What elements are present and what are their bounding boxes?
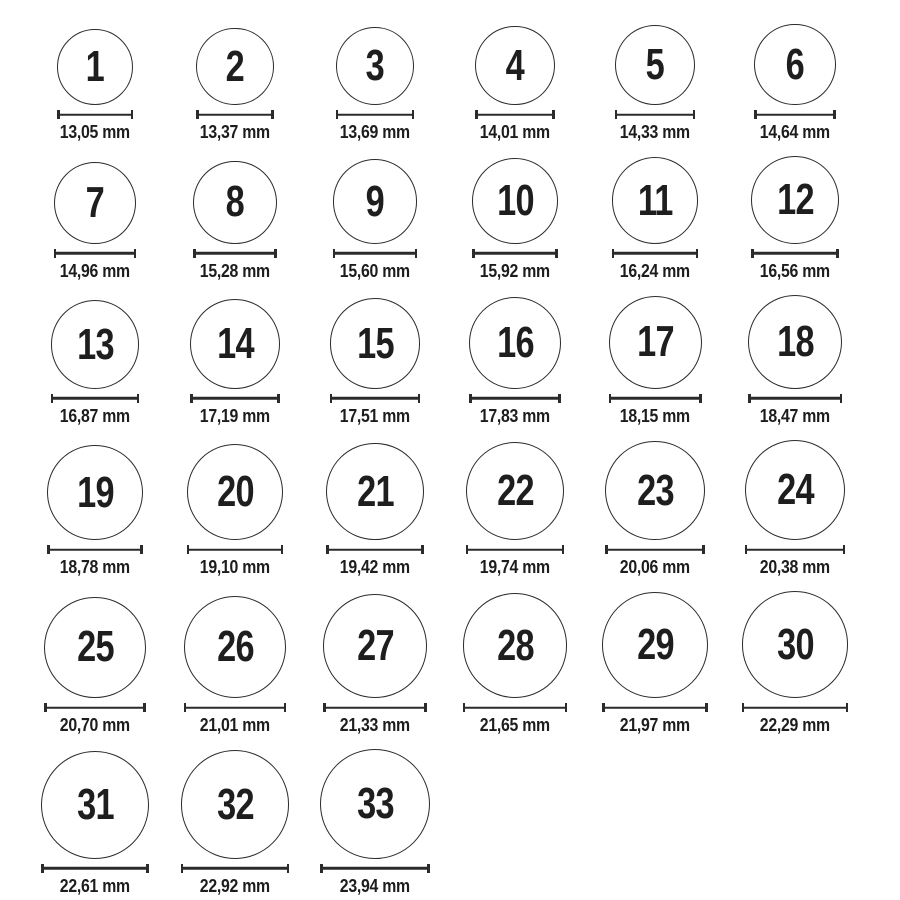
ring-circle	[47, 445, 142, 540]
ring-circle	[333, 159, 418, 244]
measure-tick-right-icon	[415, 249, 418, 258]
measure-bar	[754, 114, 835, 117]
ring-circle	[193, 161, 276, 244]
ring-size-item	[165, 28, 305, 142]
diameter-measure-line	[57, 110, 133, 119]
diameter-label: 19,10 mm	[199, 557, 271, 578]
ring-size-item	[725, 24, 865, 142]
measure-bar	[330, 397, 421, 400]
measure-tick-right-icon	[131, 110, 134, 119]
measure-tick-right-icon	[424, 703, 427, 712]
ring-circle	[41, 751, 149, 859]
diameter-label: 15,92 mm	[479, 260, 551, 281]
measure-bar	[323, 706, 427, 709]
measure-tick-right-icon	[696, 249, 699, 258]
diameter-measure-line	[336, 110, 414, 119]
measure-bar	[320, 867, 430, 870]
ring-size-item	[585, 441, 725, 577]
ring-circle	[326, 443, 423, 540]
diameter-label: 16,24 mm	[619, 260, 691, 281]
ring-size-row	[25, 749, 870, 896]
diameter-measure-line	[475, 110, 554, 119]
measure-bar	[41, 867, 149, 870]
ring-circle	[187, 444, 283, 540]
diameter-label: 15,28 mm	[199, 260, 271, 281]
measure-tick-right-icon	[555, 249, 558, 258]
measure-tick-right-icon	[846, 703, 849, 712]
ring-circle	[44, 597, 145, 698]
ring-circle	[57, 29, 133, 105]
measure-bar	[187, 549, 283, 552]
measure-tick-right-icon	[427, 864, 430, 873]
diameter-measure-line	[333, 249, 418, 258]
measure-bar	[193, 252, 276, 255]
ring-size-row	[25, 295, 870, 426]
ring-size-item	[725, 440, 865, 577]
ring-size-item	[445, 26, 585, 142]
ring-circle	[602, 592, 708, 698]
ring-size-number: 10	[496, 176, 534, 226]
ring-size-number: 13	[76, 319, 114, 369]
ring-size-number: 22	[496, 466, 534, 516]
ring-circle	[469, 297, 561, 389]
measure-tick-right-icon	[418, 394, 421, 403]
measure-tick-right-icon	[274, 249, 277, 258]
diameter-label: 15,60 mm	[339, 260, 411, 281]
ring-size-number: 17	[636, 317, 674, 367]
measure-bar	[466, 549, 564, 552]
ring-size-number: 7	[85, 177, 105, 227]
diameter-measure-line	[602, 703, 708, 712]
measure-tick-right-icon	[134, 249, 137, 258]
measure-tick-right-icon	[558, 394, 561, 403]
ring-size-number: 3	[365, 41, 385, 91]
ring-circle	[605, 441, 704, 540]
diameter-measure-line	[745, 545, 845, 554]
measure-tick-right-icon	[143, 703, 146, 712]
ring-size-number: 25	[76, 622, 114, 672]
measure-bar	[54, 252, 136, 255]
diameter-measure-line	[330, 394, 421, 403]
diameter-measure-line	[41, 864, 149, 873]
ring-size-item	[25, 162, 165, 281]
ring-circle	[330, 298, 421, 389]
measure-bar	[51, 397, 140, 400]
ring-size-number: 9	[365, 176, 385, 226]
measure-bar	[745, 549, 845, 552]
ring-size-item	[585, 157, 725, 281]
diameter-label: 13,69 mm	[339, 122, 411, 143]
measure-bar	[44, 706, 145, 709]
ring-size-number: 30	[776, 619, 814, 669]
ring-size-number: 16	[496, 318, 534, 368]
diameter-measure-line	[472, 249, 558, 258]
diameter-label: 19,74 mm	[479, 557, 551, 578]
diameter-label: 18,47 mm	[759, 405, 831, 426]
ring-size-number: 31	[76, 780, 114, 830]
ring-size-item	[25, 751, 165, 896]
measure-tick-right-icon	[693, 110, 696, 119]
ring-size-item	[305, 443, 445, 577]
diameter-measure-line	[187, 545, 283, 554]
ring-size-row	[25, 440, 870, 577]
ring-size-number: 24	[776, 465, 814, 515]
measure-bar	[742, 706, 849, 709]
measure-tick-right-icon	[702, 545, 705, 554]
diameter-measure-line	[469, 394, 561, 403]
measure-tick-right-icon	[843, 545, 846, 554]
measure-bar	[472, 252, 558, 255]
diameter-label: 13,37 mm	[199, 122, 271, 143]
ring-size-number: 21	[356, 466, 394, 516]
ring-size-number: 6	[785, 39, 805, 89]
measure-bar	[605, 549, 704, 552]
ring-size-number: 27	[356, 621, 394, 671]
ring-circle	[54, 162, 136, 244]
diameter-label: 18,15 mm	[619, 405, 691, 426]
diameter-label: 16,87 mm	[59, 405, 131, 426]
measure-bar	[196, 114, 273, 117]
diameter-measure-line	[748, 394, 842, 403]
diameter-label: 17,83 mm	[479, 405, 551, 426]
ring-size-row	[25, 24, 870, 142]
ring-circle	[609, 296, 702, 389]
ring-size-item	[165, 444, 305, 577]
ring-circle	[472, 158, 558, 244]
ring-size-item	[165, 750, 305, 896]
diameter-measure-line	[605, 545, 704, 554]
measure-bar	[336, 114, 414, 117]
measure-tick-right-icon	[146, 864, 149, 873]
diameter-label: 19,42 mm	[339, 557, 411, 578]
measure-tick-right-icon	[562, 545, 565, 554]
diameter-measure-line	[184, 703, 287, 712]
diameter-measure-line	[751, 249, 839, 258]
ring-size-number: 19	[76, 467, 114, 517]
ring-circle	[615, 25, 695, 105]
ring-size-item	[585, 296, 725, 426]
ring-circle	[745, 440, 845, 540]
ring-circle	[190, 299, 280, 389]
diameter-measure-line	[190, 394, 280, 403]
measure-tick-right-icon	[271, 110, 274, 119]
diameter-label: 22,92 mm	[199, 875, 271, 896]
ring-circle	[323, 594, 427, 698]
diameter-measure-line	[323, 703, 427, 712]
diameter-label: 17,51 mm	[339, 405, 411, 426]
measure-tick-right-icon	[421, 545, 424, 554]
measure-bar	[184, 706, 287, 709]
ring-size-row	[25, 591, 870, 735]
ring-size-number: 29	[636, 620, 674, 670]
measure-bar	[326, 549, 423, 552]
ring-size-item	[25, 300, 165, 426]
ring-circle	[181, 750, 290, 859]
ring-circle	[742, 591, 849, 698]
measure-tick-right-icon	[284, 703, 287, 712]
diameter-measure-line	[54, 249, 136, 258]
ring-size-row	[25, 156, 870, 281]
ring-size-item	[165, 299, 305, 426]
measure-tick-right-icon	[281, 545, 284, 554]
ring-size-item	[25, 597, 165, 735]
ring-size-item	[25, 29, 165, 142]
ring-size-item	[165, 596, 305, 736]
ring-size-number: 4	[505, 40, 525, 90]
diameter-label: 21,65 mm	[479, 715, 551, 736]
ring-size-number: 2	[225, 41, 245, 91]
measure-tick-right-icon	[287, 864, 290, 873]
measure-bar	[748, 397, 842, 400]
ring-size-number: 18	[776, 316, 814, 366]
diameter-measure-line	[181, 864, 290, 873]
ring-size-item	[305, 594, 445, 735]
measure-tick-right-icon	[836, 249, 839, 258]
ring-size-item	[305, 159, 445, 281]
ring-size-item	[725, 591, 865, 735]
ring-size-item	[725, 156, 865, 281]
diameter-measure-line	[754, 110, 835, 119]
ring-size-item	[305, 27, 445, 142]
measure-bar	[475, 114, 554, 117]
diameter-measure-line	[326, 545, 423, 554]
diameter-measure-line	[612, 249, 699, 258]
measure-tick-right-icon	[137, 394, 140, 403]
ring-size-item	[305, 298, 445, 426]
measure-tick-right-icon	[833, 110, 836, 119]
measure-bar	[751, 252, 839, 255]
measure-tick-right-icon	[840, 394, 843, 403]
diameter-label: 20,06 mm	[619, 557, 691, 578]
diameter-label: 20,38 mm	[759, 557, 831, 578]
ring-size-item	[305, 749, 445, 896]
ring-size-number: 8	[225, 177, 245, 227]
measure-bar	[463, 706, 568, 709]
ring-size-number: 23	[636, 465, 674, 515]
ring-size-number: 12	[776, 175, 814, 225]
ring-circle	[751, 156, 839, 244]
diameter-measure-line	[196, 110, 273, 119]
diameter-measure-line	[44, 703, 145, 712]
ring-size-number: 20	[216, 467, 254, 517]
ring-size-number: 26	[216, 621, 254, 671]
ring-circle	[51, 300, 140, 389]
diameter-label: 17,19 mm	[199, 405, 271, 426]
ring-size-number: 1	[85, 42, 105, 92]
diameter-label: 14,64 mm	[759, 122, 831, 143]
measure-bar	[615, 114, 695, 117]
measure-bar	[333, 252, 418, 255]
ring-size-item	[585, 25, 725, 142]
diameter-label: 13,05 mm	[59, 122, 131, 143]
ring-size-item	[445, 593, 585, 735]
measure-bar	[469, 397, 561, 400]
diameter-measure-line	[47, 545, 142, 554]
diameter-label: 14,01 mm	[479, 122, 551, 143]
measure-bar	[57, 114, 133, 117]
measure-tick-right-icon	[705, 703, 708, 712]
diameter-measure-line	[615, 110, 695, 119]
diameter-label: 16,56 mm	[759, 260, 831, 281]
ring-size-item	[445, 158, 585, 281]
ring-size-item	[165, 161, 305, 281]
ring-circle	[320, 749, 430, 859]
ring-circle	[336, 27, 414, 105]
measure-tick-right-icon	[552, 110, 555, 119]
diameter-measure-line	[742, 703, 849, 712]
ring-size-item	[585, 592, 725, 735]
ring-size-number: 28	[496, 620, 534, 670]
measure-tick-right-icon	[140, 545, 143, 554]
ring-circle	[466, 442, 564, 540]
ring-size-number: 14	[216, 319, 254, 369]
diameter-label: 23,94 mm	[339, 875, 411, 896]
diameter-label: 14,33 mm	[619, 122, 691, 143]
diameter-label: 21,01 mm	[199, 715, 271, 736]
ring-circle	[196, 28, 273, 105]
ring-size-item	[445, 297, 585, 426]
measure-bar	[602, 706, 708, 709]
ring-size-number: 15	[356, 318, 394, 368]
ring-size-item	[445, 442, 585, 577]
measure-tick-right-icon	[699, 394, 702, 403]
ring-circle	[754, 24, 835, 105]
ring-circle	[612, 157, 699, 244]
diameter-measure-line	[51, 394, 140, 403]
ring-size-number: 32	[216, 779, 254, 829]
diameter-label: 18,78 mm	[59, 557, 131, 578]
diameter-label: 22,61 mm	[59, 875, 131, 896]
diameter-measure-line	[320, 864, 430, 873]
diameter-label: 21,97 mm	[619, 715, 691, 736]
ring-size-number: 33	[356, 779, 394, 828]
ring-circle	[463, 593, 568, 698]
diameter-label: 14,96 mm	[59, 260, 131, 281]
measure-bar	[609, 397, 702, 400]
diameter-measure-line	[193, 249, 276, 258]
measure-bar	[190, 397, 280, 400]
ring-circle	[184, 596, 287, 699]
measure-bar	[47, 549, 142, 552]
measure-tick-right-icon	[277, 394, 280, 403]
diameter-label: 21,33 mm	[339, 715, 411, 736]
diameter-measure-line	[466, 545, 564, 554]
diameter-label: 20,70 mm	[59, 715, 131, 736]
measure-bar	[181, 867, 290, 870]
diameter-label: 22,29 mm	[759, 715, 831, 736]
ring-size-number: 11	[637, 175, 673, 225]
measure-tick-right-icon	[565, 703, 568, 712]
ring-size-item	[725, 295, 865, 426]
measure-bar	[612, 252, 699, 255]
ring-circle	[748, 295, 842, 389]
diameter-measure-line	[463, 703, 568, 712]
ring-size-item	[25, 445, 165, 577]
ring-size-number: 5	[645, 40, 665, 90]
measure-tick-right-icon	[412, 110, 415, 119]
ring-circle	[475, 26, 554, 105]
diameter-measure-line	[609, 394, 702, 403]
